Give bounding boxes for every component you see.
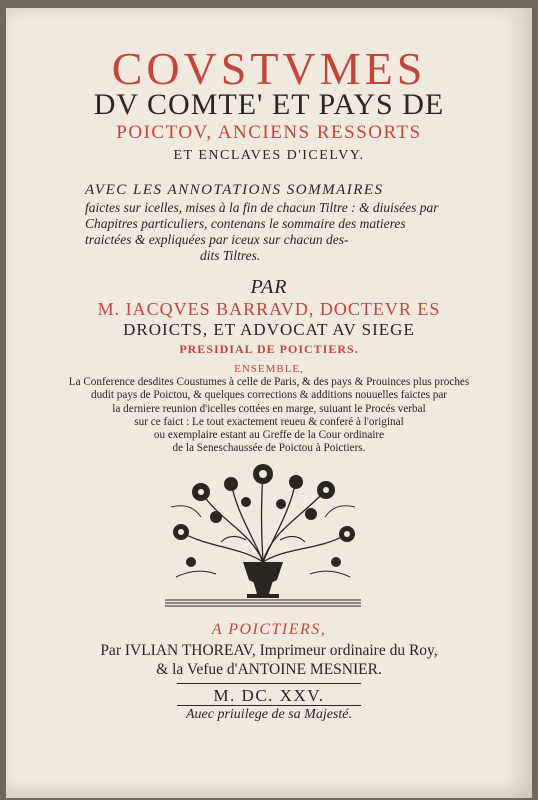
ensemble-label: ENSEMBLE, [234,363,304,375]
title-line-1: COVSTVMES [111,43,427,94]
printer-line-1: Par IVLIAN THOREAV, Imprimeur ordinaire du Roy, [100,642,438,659]
annotations-line-5: dits Tiltres. [200,248,261,263]
annotations-line-3: Chapitres particuliers, contenans le sommaire des matieres [85,216,406,231]
conference-line-4: sur ce faict : Le tout exactement reueu & conferé à l'original [134,415,404,428]
title-line-2: DV COMTE' ET PAYS DE [93,88,445,121]
annotations-line-4: traictées & expliquées par iceux sur chacun des- [85,232,349,247]
vase-of-flowers-ornament [161,462,365,610]
conference-line-5: ou exemplaire estant au Greffe de la Cour ordinaire [153,429,385,442]
conference-line-1: La Conference desdites Coustumes à celle de Paris, & des pays & Prouinces plus proches [68,376,470,388]
annotations-line-1: AVEC LES ANNOTATIONS SOMMAIRES [85,182,384,198]
rule-bottom [177,705,361,706]
imprint-city: A POICTIERS, [211,621,327,638]
presidial-line: PRESIDIAL DE POICTIERS. [179,342,359,356]
conference-paragraph [35,376,503,456]
imprint-date: M. DC. XXV. [213,686,325,705]
title-line-4: ET ENCLAVES D'ICELVY. [173,148,365,163]
par-label: PAR [250,276,288,298]
printer-line-2: & la Vefue d'ANTOINE MESNIER. [156,661,382,678]
author-name: M. IACQVES BARRAVD, DOCTEVR ES [97,299,441,319]
rule-top [177,683,361,684]
conference-line-3: la derniere reunion d'icelles cottées en marge, suiuant le Procés verbal [112,402,426,415]
conference-line-6: de la Seneschaussée de Poictou à Poictiers. [172,442,366,455]
privilege-line: Auec priuilege de sa Majesté. [185,707,352,722]
title-line-3: POICTOV, ANCIENS RESSORTS [116,122,422,143]
author-qualifications: DROICTS, ET ADVOCAT AV SIEGE [123,320,415,339]
conference-line-2: dudit pays de Poictou, & quelques corrections & additions nouuelles faictes par [90,389,448,402]
annotations-line-2: faictes sur icelles, mises à la fin de chacun Tiltre : & diuisées par [85,200,439,215]
